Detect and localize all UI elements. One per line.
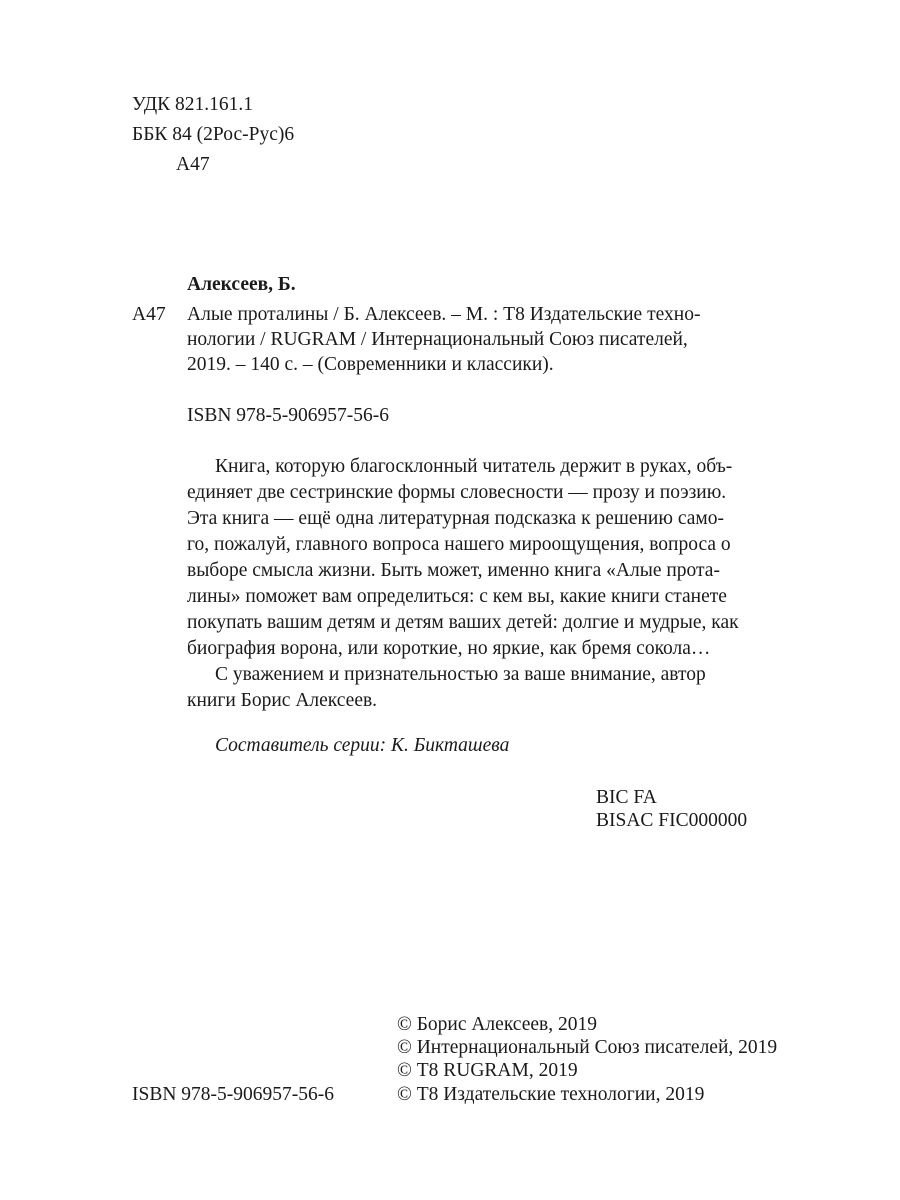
- annotation-line: покупать вашим детям и детям ваших детей: долгие и мудрые, как: [187, 612, 739, 633]
- biblio-line: нологии / RUGRAM / Интернациональный Союз писателей,: [187, 329, 688, 350]
- isbn-bottom: ISBN 978-5-906957-56-6: [132, 1084, 335, 1105]
- udk-code: УДК 821.161.1: [132, 94, 254, 115]
- annotation-line: книги Борис Алексеев.: [187, 690, 378, 711]
- copyright-block: [397, 1014, 777, 1114]
- annotation-line: го, пожалуй, главного вопроса нашего мироощущения, вопроса о: [187, 534, 731, 555]
- biblio-line: 2019. – 140 с. – (Современники и классики).: [187, 354, 554, 375]
- bibliographic-description: [187, 304, 767, 404]
- bic-code: BIC FA: [596, 787, 657, 808]
- annotation-line: Книга, которую благосклонный читатель держит в руках, объ-: [215, 456, 733, 477]
- series-compiler: Составитель серии: К. Бикташева: [215, 735, 510, 756]
- annotation-line: лины» поможет вам определиться: с кем вы, какие книги станете: [187, 586, 727, 607]
- annotation-line: С уважением и признательностью за ваше внимание, автор: [215, 664, 706, 685]
- bbk-code: ББК 84 (2Рос-Рус)6: [132, 124, 295, 145]
- copyright-line: © Интернациональный Союз писателей, 2019: [397, 1037, 778, 1058]
- isbn-record: ISBN 978-5-906957-56-6: [187, 405, 390, 426]
- author-heading: Алексеев, Б.: [187, 274, 296, 295]
- copyright-line: © Борис Алексеев, 2019: [397, 1014, 597, 1035]
- author-sign: А47: [176, 154, 210, 175]
- annotation: [187, 456, 762, 716]
- annotation-line: Эта книга — ещё одна литературная подсказка к решению само-: [187, 508, 724, 529]
- copyright-line: © Т8 RUGRAM, 2019: [397, 1060, 578, 1081]
- annotation-line: единяет две сестринские формы словесности — прозу и поэзию.: [187, 482, 727, 503]
- annotation-line: биография ворона, или короткие, но яркие, как бремя сокола…: [187, 638, 711, 659]
- biblio-line: Алые проталины / Б. Алексеев. – М. : Т8 Издательские техно-: [187, 304, 701, 325]
- bisac-code: BISAC FIC000000: [596, 810, 748, 831]
- annotation-line: выборе смысла жизни. Быть может, именно книга «Алые прота-: [187, 560, 720, 581]
- copyright-line: © Т8 Издательские технологии, 2019: [397, 1084, 705, 1105]
- author-sign-record: А47: [132, 304, 166, 325]
